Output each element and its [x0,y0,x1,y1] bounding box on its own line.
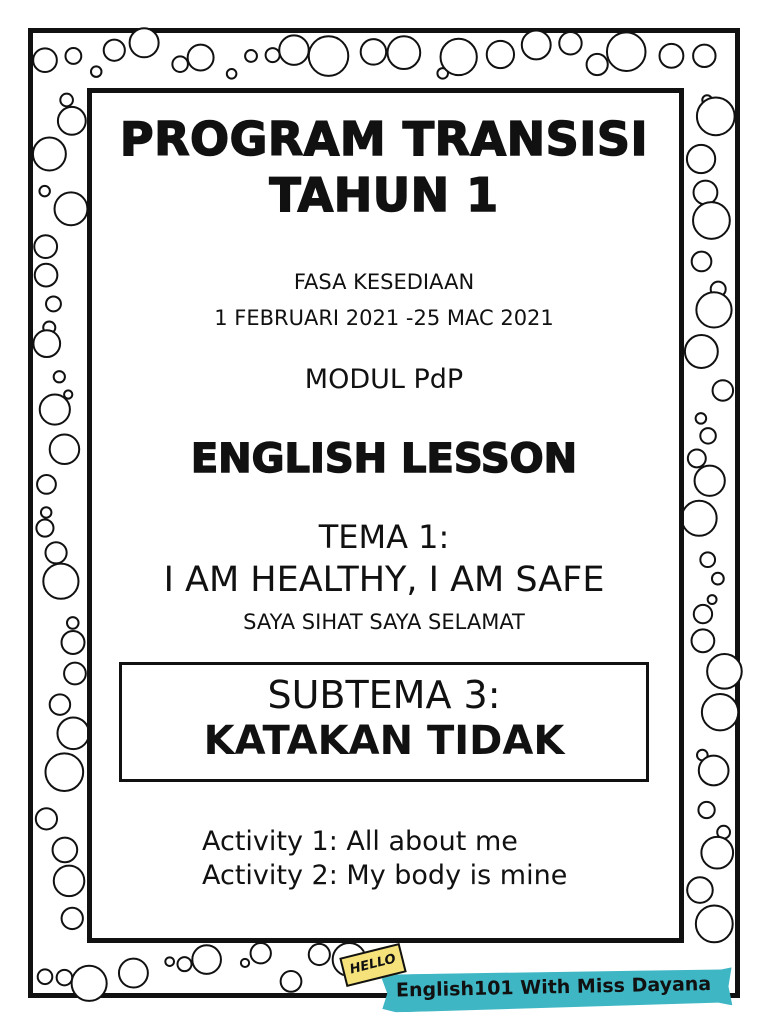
page-title-line1: PROGRAM TRANSISI [119,112,649,166]
bubble-circle [707,654,742,689]
bubble-circle [45,753,83,791]
bubble-circle [607,32,646,71]
bubble-circle [361,39,387,65]
bubble-circle [699,756,729,786]
bubble-circle [559,32,581,54]
bubble-circle [692,252,712,272]
bubble-circle [441,39,477,75]
bubble-circle [33,330,60,357]
bubble-circle [50,694,70,714]
bubble-circle [64,663,86,685]
bubble-circle [696,413,707,424]
subtheme-box [119,662,649,782]
hello-tag: HELLO [339,943,406,987]
subtheme-title: KATAKAN TIDAK [203,718,565,764]
bubble-circle [309,36,349,76]
page-title-line2: TAHUN 1 [269,168,499,222]
module-label: MODUL PdP [304,364,464,395]
bubble-circle [62,631,85,654]
bubble-circle [279,35,308,64]
bubble-circle [387,36,420,69]
bubble-circle [119,959,148,988]
bubble-circle [165,957,174,966]
bubble-circle [522,30,551,59]
bubble-circle [660,44,684,68]
bubble-circle [188,45,214,71]
bubble-circle [36,808,57,829]
bubble-circle [53,838,78,863]
bubble-circle [60,94,73,107]
phase-dates: 1 FEBRUARI 2021 -25 MAC 2021 [214,306,554,330]
bubble-circle [251,943,271,963]
bubble-circle [57,717,89,749]
bubble-circle [104,40,125,61]
bubble-circle [57,970,73,986]
bubble-circle [245,50,257,62]
theme-label: TEMA 1: [318,518,450,556]
activity-item-1: Activity 1: All about me [202,826,518,857]
theme-title-malay: SAYA SIHAT SAYA SELAMAT [243,610,525,634]
bubble-circle [227,69,237,79]
bubble-circle [40,394,70,424]
bubble-circle [65,48,81,64]
bubble-circle [685,335,718,368]
bubble-circle [192,945,221,974]
bubble-circle [241,959,249,967]
bubble-circle [487,41,514,68]
bubble-circle [281,971,302,992]
bubble-circle [693,45,715,67]
activity-item-2: Activity 2: My body is mine [202,860,568,891]
bubble-circle [309,944,330,965]
phase-name: FASA KESEDIAAN [293,270,475,294]
subtheme-label: SUBTEMA 3: [267,673,501,717]
bubble-circle [698,802,714,818]
bubble-circle [701,837,733,869]
bubble-circle [91,66,102,77]
bubble-circle [687,877,713,903]
bubble-circle [587,54,608,75]
theme-title-english: I AM HEALTHY, I AM SAFE [163,560,605,600]
bubble-circle [696,905,733,942]
bubble-circle [54,866,85,897]
bubble-circle [33,48,57,72]
bubble-circle [41,507,51,517]
bubble-circle [34,235,57,258]
bubble-circle [266,48,280,62]
bubble-circle [38,969,53,984]
bubble-circle [177,957,191,971]
bubble-circle [62,908,83,929]
bubble-circle [172,56,188,72]
bubble-circle [72,966,107,1001]
bubble-circle [702,694,738,730]
credit-text: English101 With Miss Dayana [395,972,712,1002]
bubble-circle [130,28,159,57]
lesson-title: ENGLISH LESSON [190,436,578,482]
